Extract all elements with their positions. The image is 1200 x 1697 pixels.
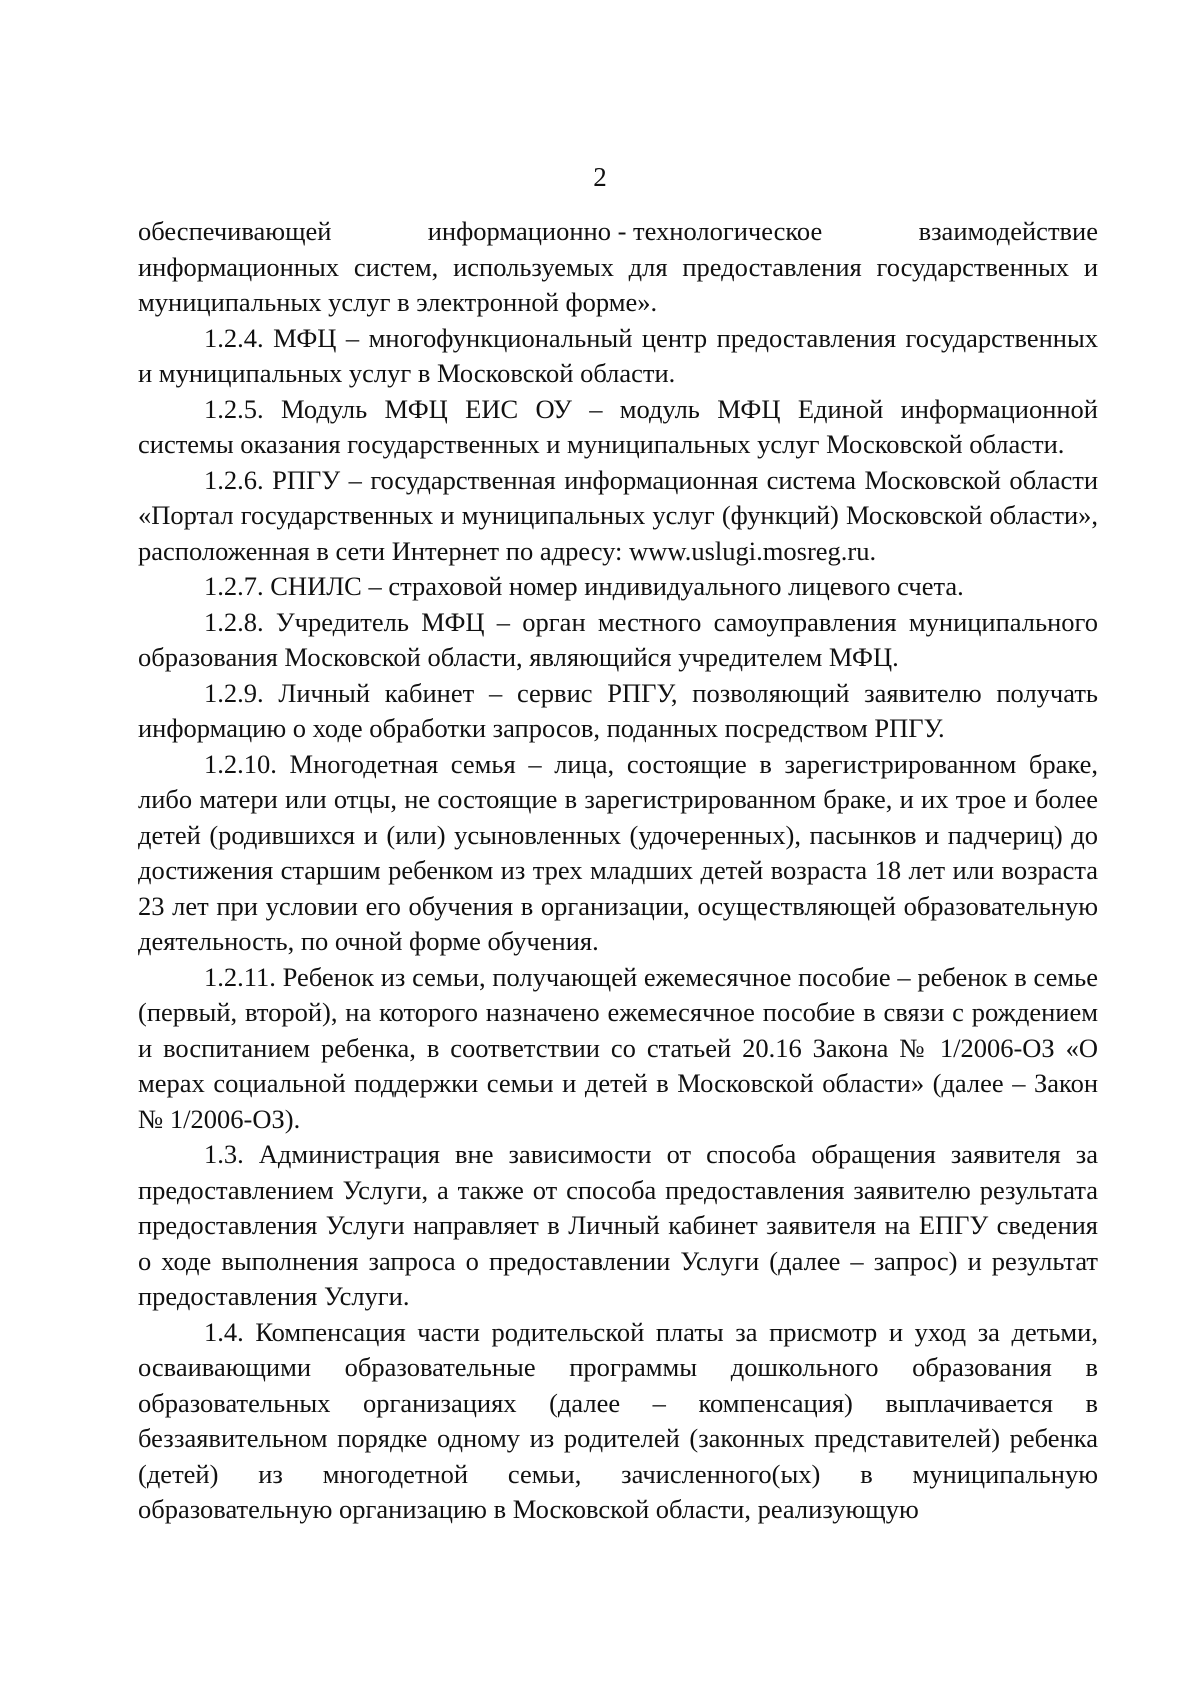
paragraph-1-2-6: 1.2.6. РПГУ – государственная информационная система Московской области «Портал государственных и муниципальных услуг (функций) Московской области», расположенная в сети Интернет по адресу: www.uslugi.mosreg.ru.	[138, 464, 1098, 566]
document-body	[138, 214, 1098, 1528]
word: информационно - технологическое	[427, 216, 823, 246]
paragraph-1-3: 1.3. Администрация вне зависимости от способа обращения заявителя за предоставлением Услуги, а также от способа предоставления заявителю результата предоставления Услуги направляет в Личный кабинет заявителя на ЕПГУ сведения о ходе выполнения запроса о предоставлении Услуги (далее – запрос) и результат предоставления Услуги.	[138, 1139, 1098, 1311]
paragraph-1-2-8: 1.2.8. Учредитель МФЦ – орган местного самоуправления муниципального образования Московской области, являющийся учредителем МФЦ.	[138, 606, 1098, 672]
paragraph-1-4: 1.4. Компенсация части родительской платы за присмотр и уход за детьми, осваивающими образовательные программы дошкольного образования в образовательных организациях (далее – компенсация) выплачивается в беззаявительном порядке одному из родителей (законных представителей) ребенка (детей) из многодетной семьи, зачисленного(ых) в муниципальную образовательную организацию в Московской области, реализующую	[138, 1316, 1098, 1524]
paragraph-continuation-first-line	[138, 214, 1098, 250]
paragraph-1-2-10: 1.2.10. Многодетная семья – лица, состоящие в зарегистрированном браке, либо матери или отцы, не состоящие в зарегистрированном браке, и их трое и более детей (родившихся и (или) усыновленных (удочеренных), пасынков и падчериц) до достижения старшим ребенком из трех младших детей возраста 18 лет или возраста 23 лет при условии его обучения в организации, осуществляющей образовательную деятельность, по очной форме обучения.	[138, 748, 1098, 956]
paragraph-1-2-11: 1.2.11. Ребенок из семьи, получающей ежемесячное пособие – ребенок в семье (первый, второй), на которого назначено ежемесячное пособие в связи с рождением и воспитанием ребенка, в соответствии со статьей 20.16 Закона № 1/2006-ОЗ «О мерах социальной поддержки семьи и детей в Московской области» (далее – Закон № 1/2006-ОЗ).	[138, 961, 1098, 1134]
paragraph-1-2-7: 1.2.7. СНИЛС – страховой номер индивидуального лицевого счета.	[204, 571, 964, 601]
page-number: 2	[593, 162, 607, 192]
word: обеспечивающей	[138, 216, 332, 246]
paragraph-1-2-4: 1.2.4. МФЦ – многофункциональный центр предоставления государственных и муниципальных услуг в Московской области.	[138, 322, 1098, 388]
paragraph-1-2-5: 1.2.5. Модуль МФЦ ЕИС ОУ – модуль МФЦ Единой информационной системы оказания государственных и муниципальных услуг Московской области.	[138, 393, 1098, 459]
paragraph-1-2-9: 1.2.9. Личный кабинет – сервис РПГУ, позволяющий заявителю получать информацию о ходе обработки запросов, поданных посредством РПГУ.	[138, 677, 1098, 743]
word: взаимодействие	[918, 216, 1098, 246]
paragraph-continuation: информационных систем, используемых для предоставления государственных и муниципальных услуг в электронной форме».	[138, 251, 1098, 317]
